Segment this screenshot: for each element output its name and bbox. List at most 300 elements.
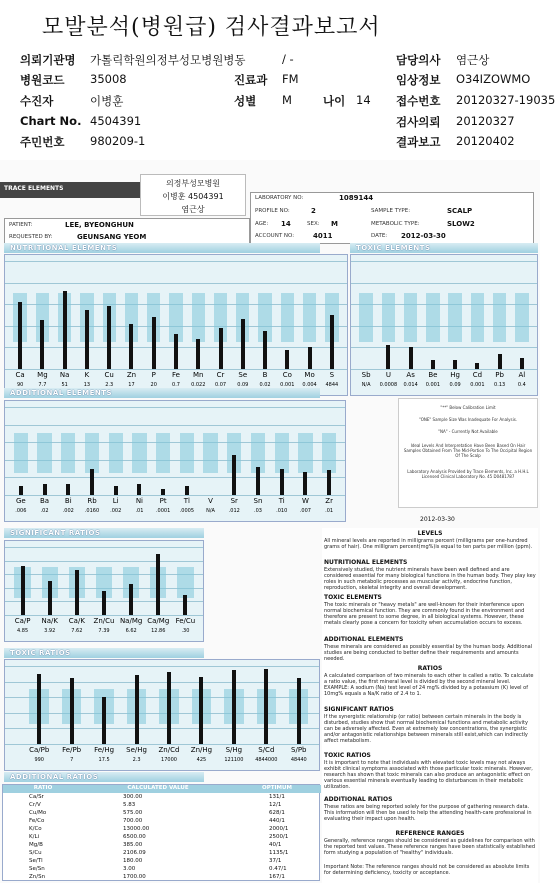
element-label: Zn/Cu (93, 617, 115, 625)
element-label: S/Hg (225, 746, 243, 754)
value-label: 121100 (224, 757, 244, 763)
grid-line (351, 261, 537, 262)
grid-line (5, 477, 345, 478)
grid-line (351, 347, 537, 348)
value-ward: / - (282, 52, 294, 66)
range-band (404, 293, 417, 342)
toxic-ratios-heading: TOXIC RATIOS (324, 752, 371, 759)
table-row (3, 874, 319, 882)
element-label: Fe/Hg (94, 746, 115, 754)
value-bar (303, 472, 307, 495)
additional-text: These minerals are considered as possibly essential by the human body. Additional studies are being conducted to better define their requirements and amounts needed. (324, 644, 533, 662)
element-label: Sr (230, 497, 238, 505)
explanation-panel (322, 528, 538, 883)
value-bar (18, 302, 22, 369)
ratio-value: 385.00 (123, 842, 143, 848)
grid-line (5, 261, 347, 262)
grid-line (5, 666, 319, 667)
range-band (275, 433, 289, 473)
ratio-value: 6500.00 (123, 834, 146, 840)
ratio-optimum: 167/1 (269, 874, 285, 880)
value-label: .0005 (179, 508, 195, 514)
range-band (426, 293, 439, 342)
patient-value: LEE, BYEONGHUN (65, 221, 134, 229)
value-label: 990 (34, 757, 44, 763)
label-age: 나이 (323, 94, 346, 108)
element-label: Na (59, 371, 70, 379)
reference-heading: REFERENCE RANGES (395, 830, 465, 837)
element-label: Ca/P (14, 617, 31, 625)
sex-label: SEX: (307, 221, 320, 227)
value-bar (156, 554, 160, 615)
element-label: Al (518, 371, 526, 379)
ratio-value: 575.00 (123, 810, 143, 816)
value-department: FM (282, 72, 299, 86)
element-label: K (84, 371, 90, 379)
element-label: Ca/K (68, 617, 85, 625)
element-label: Pb (495, 371, 504, 379)
value-chart-no: 4504391 (90, 114, 142, 128)
significant-text: If the synergistic relationship (or ratio) between certain minerals in the body is disturbed, studies show that normal biochemical functions and metabolic activity can be adversely affected. Even at extremely low concentrations, the synergistic and/or antagonistic relationships between minerals still exist,which can indirectly affect metabolism. (324, 714, 528, 744)
value-label: 0.09 (237, 382, 249, 388)
value-bar (232, 670, 236, 744)
value-label: 7.62 (71, 628, 83, 634)
significant-ratios-title: SIGNIFICANT RATIOS (4, 528, 204, 538)
element-label: Fe/Cu (175, 617, 196, 625)
element-label: Sn (253, 497, 263, 505)
label-request-date: 검사의뢰 (396, 115, 441, 129)
element-label: B (262, 371, 268, 379)
value-label: 2.3 (105, 382, 114, 388)
additional-heading: ADDITIONAL ELEMENTS (324, 636, 404, 643)
reference-text: Generally, reference ranges should be considered as guidelines for comparison with the reported test values. These reference ranges have been statistically established form studying a population of "healthy" individuals. (324, 838, 536, 856)
ratio-value: 13000.00 (123, 826, 150, 832)
element-label: Ca (15, 371, 25, 379)
date-stamp: 2012-03-30 (420, 516, 455, 523)
range-band (303, 293, 316, 342)
value-bar (63, 291, 67, 369)
element-label: Ca/Pb (29, 746, 50, 754)
table-row (3, 826, 319, 834)
element-label: Cu (104, 371, 114, 379)
ratios-heading: RATIOS (417, 665, 443, 672)
value-label: 48440 (290, 757, 307, 763)
grid-line (5, 369, 347, 370)
legend-line-3: "NA" - Currently Not Available (438, 429, 498, 434)
value-bar (263, 331, 267, 369)
nutritional-title: NUTRITIONAL ELEMENTS (4, 243, 320, 253)
table-row (3, 794, 319, 802)
range-band (180, 433, 194, 473)
patient-info-box (250, 192, 534, 244)
value-bar (183, 595, 187, 615)
value-bar (135, 675, 139, 744)
ratio-optimum: 0.47/1 (269, 866, 287, 872)
value-label: .007 (299, 508, 311, 514)
value-label: 0.13 (494, 382, 506, 388)
metabolic-value: SLOW2 (447, 220, 475, 228)
profile-value: 2 (311, 207, 316, 215)
value-receipt-no: 20120327-19035 (456, 93, 555, 107)
value-bar (48, 581, 52, 615)
sample-value: SCALP (447, 207, 473, 215)
requested-by-label: REQUESTED BY: (9, 234, 53, 240)
legend-line-2: "ONE" Sample Size Was Inadequate For Analysis. (418, 417, 518, 422)
range-band (109, 433, 123, 473)
ratio-name: Cr/V (29, 802, 41, 808)
toxic-text: The toxic minerals or "heavy metals" are well-known for their interference upon normal biochemical function. They are commonly found in the environment and therefore are present to some degree, in all biological systems. However, these metals clearly pose a concern for toxicity when accumulation occurs to excess. (324, 602, 525, 626)
levels-heading: LEVELS (417, 530, 443, 537)
significant-ratios-chart (4, 540, 204, 642)
col-optimum: OPTIMUM (233, 785, 321, 793)
ratio-name: Fe/Co (29, 818, 45, 824)
value-bar (167, 672, 171, 744)
value-bar (196, 339, 200, 369)
value-label: 20 (150, 382, 157, 388)
grid-line (5, 460, 345, 461)
ratio-optimum: 2500/1 (269, 834, 289, 840)
ratio-name: S/Cu (29, 850, 42, 856)
element-label: Zn/Hg (190, 746, 213, 754)
element-label: Sb (361, 371, 371, 379)
account-value: 4011 (313, 232, 333, 240)
value-institution: 가톨릭학원의정부성모병원병동 (90, 53, 246, 67)
ratio-optimum: 1135/1 (269, 850, 289, 856)
toxic-heading: TOXIC ELEMENTS (324, 594, 382, 601)
element-label: Cr (216, 371, 225, 379)
range-band (281, 293, 294, 342)
value-label: 0.4 (517, 382, 526, 388)
ratio-name: Se/Tl (29, 858, 43, 864)
additional-title: ADDITIONAL ELEMENTS (4, 388, 320, 398)
value-label: 0.0008 (379, 382, 398, 388)
value-label: 0.014 (403, 382, 418, 388)
element-label: Pt (159, 497, 167, 505)
ratio-value: 180.00 (123, 858, 143, 864)
range-band (493, 293, 506, 342)
range-band (85, 433, 99, 473)
value-bar (409, 347, 413, 369)
table-row (3, 818, 319, 826)
value-bar (21, 566, 25, 615)
ratio-value: 300.00 (123, 794, 143, 800)
element-label: Ti (278, 497, 285, 505)
nutritional-heading: NUTRITIONAL ELEMENTS (324, 559, 408, 566)
table-row (3, 802, 319, 810)
ratio-optimum: 131/1 (269, 794, 285, 800)
value-label: 0.07 (214, 382, 227, 388)
value-resident-no: 980209-1 (90, 134, 146, 148)
label-resident-no: 주민번호 (20, 135, 65, 149)
grid-line (5, 442, 345, 443)
element-label: Ge (15, 497, 26, 505)
element-label: P (151, 371, 156, 379)
date-label: DATE: (371, 233, 388, 239)
age-label: AGE: (255, 221, 269, 227)
legend-line-1: "**" Below Calibration Limit (440, 405, 496, 410)
value-patient: 이병훈 (90, 94, 124, 108)
requested-by-value: GEUNSANG YEOM (77, 233, 147, 241)
value-label: 6.62 (125, 628, 137, 634)
value-bar (431, 360, 435, 369)
additional-ratios-table (2, 784, 320, 881)
patient-label: PATIENT: (9, 222, 33, 228)
value-clinical-info: O34IZOWMO (456, 72, 531, 86)
value-bar (102, 697, 106, 744)
table-row (3, 858, 319, 866)
range-band (156, 433, 170, 473)
grid-line (5, 728, 319, 729)
element-label: V (208, 497, 213, 505)
element-label: Be (428, 371, 438, 379)
ratio-value: 1700.00 (123, 874, 146, 880)
ratio-name: Mg/B (29, 842, 43, 848)
element-label: W (301, 497, 309, 505)
value-hospital-code: 35008 (90, 72, 127, 86)
label-patient: 수진자 (20, 94, 54, 108)
value-age: 14 (356, 93, 371, 107)
value-label: 0.004 (302, 382, 317, 388)
profile-label: PROFILE NO: (255, 208, 290, 214)
value-bar (285, 350, 289, 369)
label-hospital-code: 병원코드 (20, 73, 65, 87)
value-bar (75, 570, 79, 615)
grid-line (351, 369, 537, 370)
element-label: Hg (450, 371, 460, 379)
value-label: 17000 (161, 757, 177, 763)
value-bar (174, 334, 178, 369)
ratio-value: 2106.09 (123, 850, 146, 856)
element-label: S (329, 371, 335, 379)
ratio-value: 3.00 (123, 866, 136, 872)
ratio-optimum: 40/1 (269, 842, 282, 848)
value-bar (232, 455, 236, 495)
element-label: As (406, 371, 415, 379)
value-label: 4844000 (255, 757, 278, 763)
lab-no-label: LABORATORY NO: (255, 195, 304, 201)
legend-line-4: Ideal Levels And Interpretation Have Been Based On Hair Samples Obtained From The Mid-Portion To The Occipital Region Of The Scalp (403, 443, 533, 458)
value-label: 0.02 (259, 382, 271, 388)
grid-line (5, 495, 345, 496)
value-label: .012 (228, 508, 240, 514)
value-request-date: 20120327 (456, 114, 515, 128)
ratio-name: Cu/Mo (29, 810, 47, 816)
ratio-name: Se/Sn (29, 866, 45, 872)
table-row (3, 842, 319, 850)
element-label: Zn/Cd (158, 746, 180, 754)
value-bar (199, 677, 203, 744)
grid-line (351, 283, 537, 284)
element-label: Mg (37, 371, 48, 379)
value-bar (475, 363, 479, 369)
element-label: Ba (40, 497, 50, 505)
value-label: 2.3 (132, 757, 141, 763)
levels-text: All mineral levels are reported in milligrams percent (milligrams per one-hundred grams of hair). One milligram percent(mg%)is equal to ten parts per million (ppm). (324, 538, 533, 550)
toxic-title: TOXIC ELEMENTS (350, 243, 538, 253)
col-calculated: CALCULATED VALUE (83, 785, 233, 793)
value-bar (280, 469, 284, 495)
lab-logo: TRACE ELEMENTS (0, 182, 150, 198)
age-value: 14 (281, 220, 291, 228)
additional-ratios-title: ADDITIONAL RATIOS (4, 772, 204, 782)
metabolic-label: METABOLIC TYPE: (371, 221, 420, 227)
element-label: Mn (193, 371, 204, 379)
value-bar (129, 324, 133, 369)
sticker-doctor: 염근상 (181, 205, 205, 214)
value-label: 7 (70, 757, 74, 763)
ratio-optimum: 440/1 (269, 818, 285, 824)
range-band (471, 293, 484, 342)
value-label: .002 (62, 508, 74, 514)
value-bar (114, 486, 118, 495)
range-band (382, 293, 395, 342)
label-doctor: 담당의사 (396, 53, 441, 67)
element-label: S/Pb (291, 746, 307, 754)
value-bar (37, 674, 41, 744)
sticker-name-no: 이병훈 4504391 (162, 192, 224, 201)
value-label: .002 (110, 508, 122, 514)
grid-line (5, 283, 347, 284)
toxic-chart (350, 254, 538, 396)
range-band (203, 433, 217, 473)
value-label: 0.001 (280, 382, 295, 388)
value-label: .03 (254, 508, 262, 514)
grid-line (351, 304, 537, 305)
nutritional-text: Extensively studied, the nutrient minerals have been well defined and are considered essential for many biological functions in the human body. They play key roles in such metabolic processes as muscular activity, endocrine function, reproduction, skeletal integrity and overall development. (324, 567, 536, 591)
range-band (448, 293, 461, 342)
ratio-optimum: 2000/1 (269, 826, 289, 832)
range-band (177, 567, 193, 598)
label-institution: 의뢰기관명 (20, 53, 76, 67)
value-bar (107, 306, 111, 369)
element-label: Se (238, 371, 248, 379)
value-bar (40, 320, 44, 369)
element-label: Zn (126, 371, 137, 379)
grid-line (5, 615, 203, 616)
element-label: S/Cd (258, 746, 275, 754)
ratio-optimum: 37/1 (269, 858, 282, 864)
ratio-name: Ca/Sr (29, 794, 44, 800)
value-label: 0.09 (449, 382, 461, 388)
element-label: Na/Mg (119, 617, 143, 625)
grid-line (351, 326, 537, 327)
additional-ratios-text: These ratios are being reported solely for the purpose of gathering research data. This information will then be used to help the attending health-care professional in evaluating their impact upon health. (324, 804, 532, 822)
value-label: .01 (135, 508, 144, 514)
range-band (192, 293, 205, 342)
toxic-ratios-title: TOXIC RATIOS (4, 648, 204, 658)
label-report-date: 결과보고 (396, 135, 441, 149)
account-label: ACCOUNT NO: (255, 233, 295, 239)
grid-line (5, 547, 203, 548)
value-label: 17.5 (98, 757, 110, 763)
value-label: 4.85 (17, 628, 29, 634)
value-bar (264, 669, 268, 744)
grid-line (5, 561, 203, 562)
value-bar (161, 489, 165, 495)
reference-note: Important Note: The reference ranges should not be considered as absolute limits for determining deficiency, toxicity or acceptance. (324, 864, 530, 876)
value-bar (66, 484, 70, 495)
label-receipt-no: 접수번호 (396, 94, 441, 108)
grid-line (5, 744, 319, 745)
table-row (3, 810, 319, 818)
element-label: Rb (87, 497, 97, 505)
value-doctor: 염근상 (456, 53, 490, 67)
value-bar (129, 584, 133, 615)
value-label: 7.39 (98, 628, 110, 634)
value-label: .010 (276, 508, 288, 514)
value-bar (219, 328, 223, 369)
toxic-ratios-chart (4, 659, 320, 771)
label-clinical-info: 임상정보 (396, 73, 441, 87)
patient-sticker (140, 174, 246, 216)
label-sex: 성별 (234, 94, 257, 108)
value-label: .0001 (155, 508, 171, 514)
value-label: .01 (325, 508, 334, 514)
element-label: Bi (64, 497, 72, 505)
range-band (61, 433, 75, 473)
value-label: 3.92 (44, 628, 56, 634)
page-title: 모발분석(병원급) 검사결과보고서 (42, 15, 381, 40)
value-label: 51 (61, 382, 68, 388)
date-value: 2012-03-30 (401, 232, 446, 240)
value-label: .006 (15, 508, 27, 514)
ratio-optimum: 12/1 (269, 802, 282, 808)
col-ratio: RATIO (3, 785, 83, 793)
lab-no-value: 1089144 (339, 194, 374, 202)
grid-line (5, 407, 345, 408)
ratio-value: 5.83 (123, 802, 136, 808)
legend-line-5: Laboratory Analysis Provided by Trace Elements, Inc. a H.H.L Licensed Clinical Laboratory No. 45 D0481787 (407, 469, 529, 479)
range-band (14, 433, 28, 473)
value-bar (185, 486, 189, 495)
value-label: .02 (40, 508, 49, 514)
value-report-date: 20120402 (456, 134, 515, 148)
additional-chart (4, 400, 346, 522)
significant-heading: SIGNIFICANT RATIOS (324, 706, 394, 713)
element-label: U (385, 371, 391, 379)
element-label: Se/Hg (126, 746, 147, 754)
value-label: 0.001 (470, 382, 485, 388)
value-label: N/A (206, 508, 215, 514)
value-bar (19, 486, 23, 495)
element-label: Ni (135, 497, 143, 505)
value-label: 12.86 (151, 628, 166, 634)
element-label: Fe/Pb (62, 746, 82, 754)
value-bar (453, 360, 457, 369)
value-label: 7.7 (38, 382, 47, 388)
value-bar (520, 358, 524, 369)
element-label: Li (112, 497, 119, 505)
value-label: 0.001 (425, 382, 441, 388)
range-band (37, 433, 51, 473)
label-chart-no: Chart No. (20, 114, 82, 128)
additional-ratios-heading: ADDITIONAL RATIOS (324, 796, 393, 803)
grid-line (5, 425, 345, 426)
value-label: 0.022 (191, 382, 206, 388)
value-label: 90 (16, 382, 24, 388)
element-label: Cd (472, 371, 483, 379)
sticker-hospital: 의정부성모병원 (165, 179, 221, 188)
value-sex: M (282, 93, 292, 107)
value-bar (137, 484, 141, 495)
value-bar (308, 347, 312, 369)
value-label: 425 (196, 757, 207, 763)
element-label: Zr (325, 497, 333, 505)
label-department: 진료과 (234, 73, 268, 87)
ratio-value: 700.00 (123, 818, 143, 824)
ratio-optimum: 628/1 (269, 810, 285, 816)
sex-value: M (331, 220, 338, 228)
